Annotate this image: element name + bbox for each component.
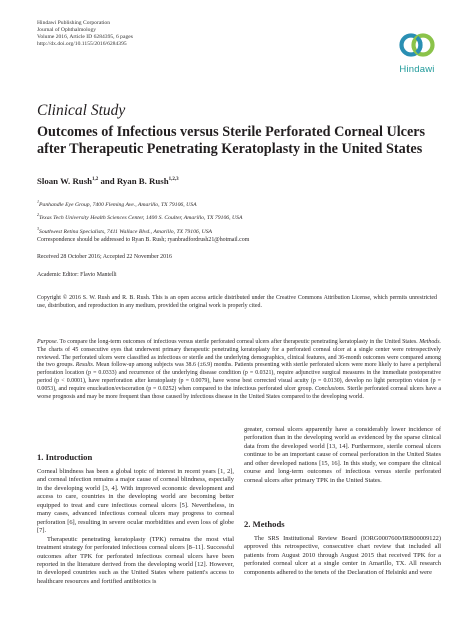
hindawi-logo-icon — [397, 30, 437, 60]
author-name: Ryan B. Rush — [116, 176, 169, 186]
publisher-line: Hindawi Publishing Corporation — [37, 20, 111, 26]
affiliation-number: 1 — [37, 199, 39, 204]
methods-heading: 2. Methods — [244, 519, 285, 529]
author-affiliation-marker: 1,2,3 — [168, 177, 179, 183]
logo-wordmark: Hindawi — [399, 64, 435, 75]
introduction-heading: 1. Introduction — [37, 452, 93, 462]
methods-paragraph: The SRS Institutional Review Board (IORG0007600/IRB00009122) approved this retrospective, consecutive chart review that included all patients from August 2010 through August 2015 that received TPK for a perforated corneal ulcer at a single center in Amarillo, TX. All research components adhered to the tenets of the Declaration of Helsinki and were — [244, 535, 441, 576]
affiliation-text: Texas Tech University Health Sciences Center, 1400 S. Coulter, Amarillo, TX 79106, USA — [39, 215, 243, 222]
intro-paragraph: Therapeutic penetrating keratoplasty (TPK) remains the most vital treatment strategy for perforated infectious corneal ulcers [8–11]. Successful outcomes after TPK for perforated infectious corneal ulcers have been reported in the literature derived from the developing world [12]. However, in developed countries such as the United States where patient's access to healthcare resources and fortified antibiotics is — [37, 535, 234, 585]
affiliation-line — [37, 224, 242, 237]
journal-line: Journal of Ophthalmology — [37, 27, 97, 33]
affiliations — [37, 197, 242, 237]
affiliation-line — [37, 210, 242, 223]
abstract-purpose-label: Purpose. — [37, 339, 59, 345]
affiliation-text: Southwest Retina Specialists, 7411 Wallace Blvd., Amarillo, TX 79106, USA — [39, 228, 213, 235]
author-name: Sloan W. Rush — [37, 176, 93, 186]
copyright-notice: Copyright © 2016 S. W. Rush and R. B. Rush. This is an open access article distributed under the Creative Commons Attribution License, which permits unrestricted use, distribution, and reproduction in any medium, provided the original work is properly cited. — [37, 295, 437, 309]
author-affiliation-marker: 1,2 — [92, 177, 99, 183]
volume-line: Volume 2016, Article ID 6284395, 6 pages — [37, 34, 133, 40]
abstract-purpose: To compare the long-term outcomes of infectious versus sterile perforated corneal ulcers after therapeutic penetrating keratoplasty in the United States. — [58, 339, 420, 345]
article-type: Clinical Study — [37, 102, 126, 119]
author-conjunction: and — [98, 176, 117, 186]
abstract-methods: The charts of 45 consecutive eyes that underwent primary therapeutic penetrating keratoplasty for a perforated corneal ulcer at a single center were retrospectively reviewed. The perforated ulcers were classified as infectious or sterile and the underlying demographics, clinical features, and 36-month outcomes were compared among the two groups. — [37, 346, 441, 369]
left-column-body — [37, 468, 234, 586]
doi-line: http://dx.doi.org/10.1155/2016/6284395 — [37, 41, 127, 47]
correspondence-line: Correspondence should be addressed to Ryan B. Rush; ryanbradfordrush21@hotmail.com — [37, 237, 250, 243]
abstract-results: Mean follow-up among subjects was 38.6 (±6.9) months. Patients presenting with sterile perforated ulcers were more likely to have a peripheral perforation location (p = 0.0333) and recurrence of the underlying disease condition (p = 0.0321), require adjunctive surgical measures in the immediate postoperative period (p < 0.0001), have reperforation after keratoplasty (p = 0.0079), have worse best corrected visual acuity (p = 0.0130), develop no light perception vision (p = 0.0053), and require enucleation/evisceration (p = 0.0252) when compared to the infectious perforated ulcer group. — [37, 362, 441, 392]
intro-continued-paragraph: greater, corneal ulcers apparently have a considerably lower incidence of perforation than in the developing world as evidenced by the sparse clinical data from the developed world [13, 14]. Furthermore, sterile corneal ulcers continue to be an important cause of corneal perforation in the United States and other developed nations [15, 16]. In this study, we compare the clinical course and long-term outcomes of infectious versus sterile perforated corneal ulcers after primary TPK in the United States. — [244, 426, 441, 484]
affiliation-text: Panhandle Eye Group, 7400 Fleming Ave., Amarillo, TX 79106, USA — [39, 201, 197, 208]
received-accepted-dates: Received 28 October 2016; Accepted 22 November 2016 — [37, 254, 172, 260]
publication-info — [37, 20, 133, 48]
intro-paragraph: Corneal blindness has been a global topic of interest in recent years [1, 2], and corneal infection remains a major cause of corneal blindness, especially in the developing world [3, 4]. With improved economic development and access to care, countries in the developing world are becoming better equipped to treat and cure infectious corneal ulcers [5]. Nevertheless, in many cases, advanced infectious corneal ulcers may progress to corneal perforation [6], resulting in severe ocular morbidities and even loss of globe [7]. — [37, 468, 234, 535]
abstract-methods-label: Methods. — [419, 339, 441, 345]
affiliation-line — [37, 197, 242, 210]
article-title: Outcomes of Infectious versus Sterile Perforated Corneal Ulcers after Therapeutic Penetrating Keratoplasty in the United States — [37, 124, 426, 157]
right-column-body — [244, 426, 441, 485]
hindawi-logo — [393, 30, 441, 75]
affiliation-number: 2 — [37, 212, 39, 218]
methods-body — [244, 535, 441, 577]
author-list — [37, 176, 179, 186]
abstract-results-label: Results. — [75, 362, 95, 369]
abstract-conclusions: Sterile perforated corneal ulcers have a worse prognosis and may be more frequent than those caused by infectious disease in the United States compared to the developing world. — [37, 385, 441, 400]
affiliation-number: 3 — [37, 225, 39, 231]
abstract-conclusions-label: Conclusions. — [314, 385, 346, 392]
abstract — [37, 339, 441, 401]
academic-editor: Academic Editor: Flavio Mantelli — [37, 272, 117, 278]
